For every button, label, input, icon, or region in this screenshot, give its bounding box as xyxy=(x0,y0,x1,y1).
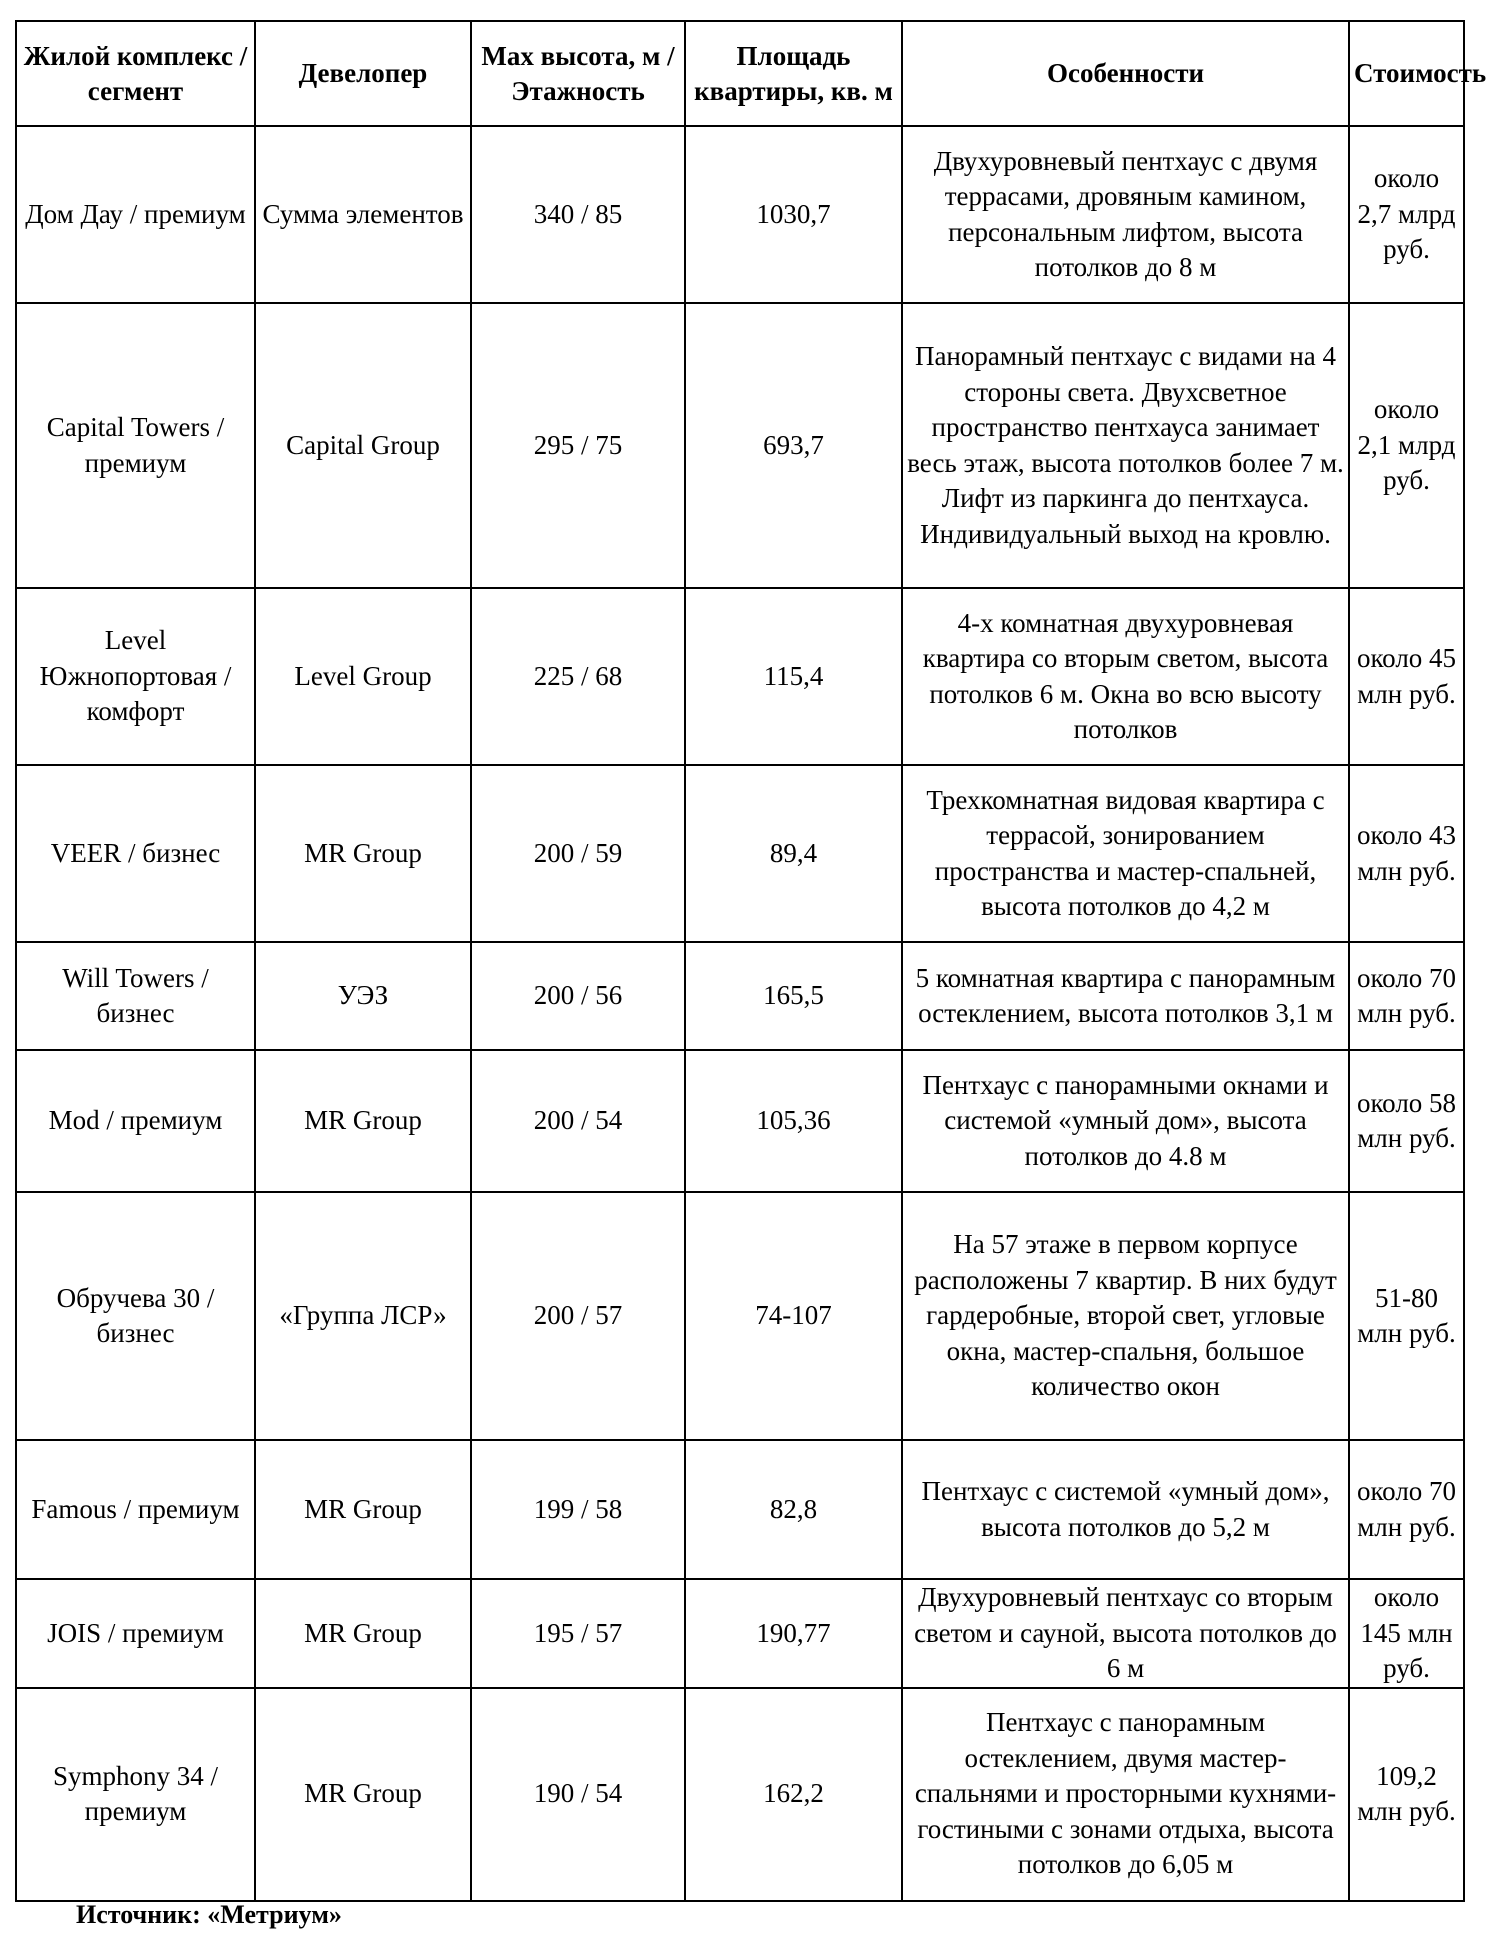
cell-developer: MR Group xyxy=(255,1579,471,1688)
cell-area: 105,36 xyxy=(685,1050,902,1192)
cell-height-floors: 195 / 57 xyxy=(471,1579,685,1688)
cell-complex: Symphony 34 / премиум xyxy=(16,1688,255,1901)
cell-height-floors: 295 / 75 xyxy=(471,303,685,588)
cell-height-floors: 200 / 57 xyxy=(471,1192,685,1440)
cell-complex: Mod / премиум xyxy=(16,1050,255,1192)
cell-area: 693,7 xyxy=(685,303,902,588)
header-price: Стоимость xyxy=(1349,21,1464,126)
cell-features: 5 комнатная квартира с панорамным остеклением, высота потолков 3,1 м xyxy=(902,942,1349,1050)
cell-features: Пентхаус с панорамными окнами и системой «умный дом», высота потолков до 4.8 м xyxy=(902,1050,1349,1192)
cell-height-floors: 200 / 56 xyxy=(471,942,685,1050)
cell-complex: JOIS / премиум xyxy=(16,1579,255,1688)
cell-height-floors: 200 / 54 xyxy=(471,1050,685,1192)
cell-price: около 58 млн руб. xyxy=(1349,1050,1464,1192)
cell-complex: Level Южнопортовая / комфорт xyxy=(16,588,255,765)
cell-height-floors: 200 / 59 xyxy=(471,765,685,942)
table-row xyxy=(16,1440,1464,1579)
cell-area: 162,2 xyxy=(685,1688,902,1901)
cell-complex: VEER / бизнес xyxy=(16,765,255,942)
cell-developer: Capital Group xyxy=(255,303,471,588)
cell-features: Трехкомнатная видовая квартира с террасой, зонированием пространства и мастер-спальней, высота потолков до 4,2 м xyxy=(902,765,1349,942)
cell-price: около 70 млн руб. xyxy=(1349,942,1464,1050)
cell-price: около 43 млн руб. xyxy=(1349,765,1464,942)
table-row xyxy=(16,126,1464,303)
cell-developer: MR Group xyxy=(255,1050,471,1192)
table-row xyxy=(16,1688,1464,1901)
cell-complex: Will Towers / бизнес xyxy=(16,942,255,1050)
header-developer: Девелопер xyxy=(255,21,471,126)
table-row xyxy=(16,303,1464,588)
table-row xyxy=(16,1050,1464,1192)
cell-complex: Дом Дау / премиум xyxy=(16,126,255,303)
header-features: Особенности xyxy=(902,21,1349,126)
table-row xyxy=(16,1192,1464,1440)
cell-developer: MR Group xyxy=(255,765,471,942)
cell-price: около 145 млн руб. xyxy=(1349,1579,1464,1688)
cell-features: Панорамный пентхаус с видами на 4 стороны света. Двухсветное пространство пентхауса занимает весь этаж, высота потолков более 7 м. Лифт из паркинга до пентхауса. Индивидуальный выход на кровлю. xyxy=(902,303,1349,588)
table-row xyxy=(16,588,1464,765)
cell-features: Пентхаус с панорамным остеклением, двумя мастер-спальнями и просторными кухнями-гостиными с зонами отдыха, высота потолков до 6,05 м xyxy=(902,1688,1349,1901)
cell-developer: УЭЗ xyxy=(255,942,471,1050)
source-note: Источник: «Метриум» xyxy=(76,1900,342,1929)
cell-price: 51-80 млн руб. xyxy=(1349,1192,1464,1440)
cell-price: около 2,1 млрд руб. xyxy=(1349,303,1464,588)
header-complex: Жилой комплекс / сегмент xyxy=(16,21,255,126)
cell-developer: MR Group xyxy=(255,1440,471,1579)
cell-area: 190,77 xyxy=(685,1579,902,1688)
cell-height-floors: 340 / 85 xyxy=(471,126,685,303)
cell-area: 82,8 xyxy=(685,1440,902,1579)
cell-price: около 45 млн руб. xyxy=(1349,588,1464,765)
cell-complex: Обручева 30 / бизнес xyxy=(16,1192,255,1440)
cell-features: Пентхаус с системой «умный дом», высота потолков до 5,2 м xyxy=(902,1440,1349,1579)
cell-price: около 2,7 млрд руб. xyxy=(1349,126,1464,303)
table-row xyxy=(16,1579,1464,1688)
cell-complex: Capital Towers / премиум xyxy=(16,303,255,588)
cell-features: Двухуровневый пентхаус со вторым светом и сауной, высота потолков до 6 м xyxy=(902,1579,1349,1688)
cell-complex: Famous / премиум xyxy=(16,1440,255,1579)
table-row xyxy=(16,942,1464,1050)
cell-developer: «Группа ЛСР» xyxy=(255,1192,471,1440)
cell-features: На 57 этаже в первом корпусе расположены 7 квартир. В них будут гардеробные, второй свет, угловые окна, мастер-спальня, большое количество окон xyxy=(902,1192,1349,1440)
cell-developer: MR Group xyxy=(255,1688,471,1901)
cell-height-floors: 225 / 68 xyxy=(471,588,685,765)
cell-features: 4-х комнатная двухуровневая квартира со вторым светом, высота потолков 6 м. Окна во всю высоту потолков xyxy=(902,588,1349,765)
cell-height-floors: 199 / 58 xyxy=(471,1440,685,1579)
cell-developer: Сумма элементов xyxy=(255,126,471,303)
cell-price: около 70 млн руб. xyxy=(1349,1440,1464,1579)
cell-area: 165,5 xyxy=(685,942,902,1050)
cell-area: 1030,7 xyxy=(685,126,902,303)
penthouse-table xyxy=(15,20,1486,1902)
cell-area: 74-107 xyxy=(685,1192,902,1440)
header-area: Площадь квартиры, кв. м xyxy=(685,21,902,126)
cell-area: 115,4 xyxy=(685,588,902,765)
cell-area: 89,4 xyxy=(685,765,902,942)
cell-features: Двухуровневый пентхаус с двумя террасами, дровяным камином, персональным лифтом, высота потолков до 8 м xyxy=(902,126,1349,303)
header-height: Max высота, м / Этажность xyxy=(471,21,685,126)
cell-height-floors: 190 / 54 xyxy=(471,1688,685,1901)
table-header-row xyxy=(16,21,1464,126)
cell-developer: Level Group xyxy=(255,588,471,765)
cell-price: 109,2 млн руб. xyxy=(1349,1688,1464,1901)
table-row xyxy=(16,765,1464,942)
